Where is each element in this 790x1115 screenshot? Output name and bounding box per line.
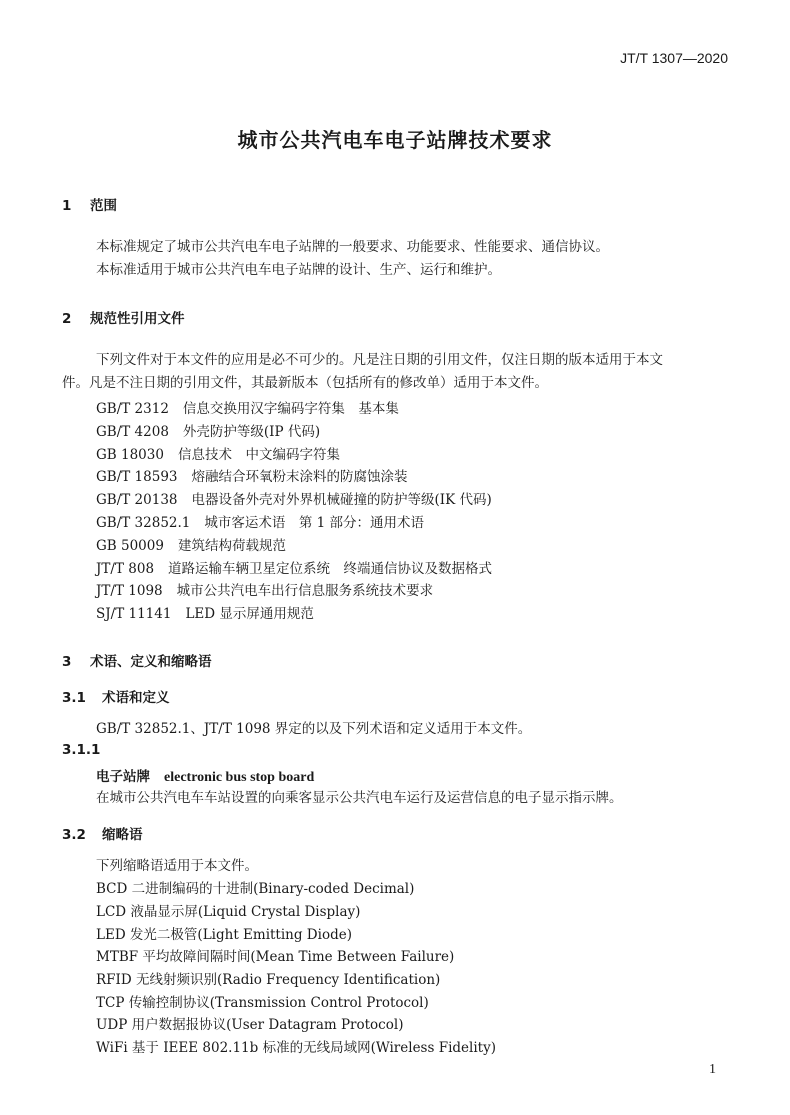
abbreviation-item: BCD 二进制编码的十进制(Binary-coded Decimal) bbox=[96, 881, 415, 897]
term-definition: 在城市公共汽电车车站设置的向乘客显示公共汽电车运行及运营信息的电子显示指示牌。 bbox=[96, 790, 623, 806]
reference-code: GB/T 18593 bbox=[96, 469, 178, 485]
reference-title: 城市客运术语 第 1 部分：通用术语 bbox=[204, 515, 425, 531]
section-number: 3.1 bbox=[62, 690, 86, 706]
reference-title: 信息技术 中文编码字符集 bbox=[177, 447, 340, 463]
section-title: 范围 bbox=[90, 198, 117, 214]
document-title: 城市公共汽电车电子站牌技术要求 bbox=[237, 128, 553, 152]
page-number: 1 bbox=[709, 1062, 716, 1077]
section-title: 术语和定义 bbox=[102, 690, 170, 706]
reference-code: GB/T 2312 bbox=[96, 401, 169, 417]
paragraph: 本标准适用于城市公共汽电车电子站牌的设计、生产、运行和维护。 bbox=[96, 262, 501, 278]
reference-item bbox=[96, 488, 492, 508]
reference-code: GB/T 20138 bbox=[96, 492, 178, 508]
paragraph: 件。凡是不注日期的引用文件，其最新版本（包括所有的修改单）适用于本文件。 bbox=[62, 375, 548, 391]
reference-code: GB/T 4208 bbox=[96, 424, 169, 440]
reference-title: 信息交换用汉字编码字符集 基本集 bbox=[182, 401, 399, 417]
subsection-3-2-heading bbox=[62, 823, 143, 843]
reference-code: SJ/T 11141 bbox=[96, 606, 172, 622]
reference-item bbox=[96, 534, 286, 554]
reference-title: 城市公共汽电车出行信息服务系统技术要求 bbox=[176, 583, 434, 599]
reference-item bbox=[96, 443, 340, 463]
paragraph: 下列缩略语适用于本文件。 bbox=[96, 858, 258, 874]
abbreviation-item: TCP 传输控制协议(Transmission Control Protocol) bbox=[96, 995, 429, 1011]
paragraph: 本标准规定了城市公共汽电车电子站牌的一般要求、功能要求、性能要求、通信协议。 bbox=[96, 239, 609, 255]
reference-code: GB 18030 bbox=[96, 447, 164, 463]
reference-code: JT/T 1098 bbox=[96, 583, 163, 599]
section-title: 术语、定义和缩略语 bbox=[90, 654, 212, 670]
reference-item bbox=[96, 397, 399, 417]
reference-item bbox=[96, 579, 433, 599]
reference-code: GB 50009 bbox=[96, 538, 164, 554]
subsection-3-1-heading bbox=[62, 686, 170, 706]
abbreviation-item: LED 发光二极管(Light Emitting Diode) bbox=[96, 927, 352, 943]
section-number: 2 bbox=[62, 311, 72, 327]
abbreviation-item: LCD 液晶显示屏(Liquid Crystal Display) bbox=[96, 904, 361, 920]
section-title: 缩略语 bbox=[102, 827, 143, 843]
section-title: 规范性引用文件 bbox=[90, 311, 185, 327]
section-number: 1 bbox=[62, 198, 72, 214]
clause-3-1-1-number: 3.1.1 bbox=[62, 742, 101, 758]
abbreviation-item: UDP 用户数据报协议(User Datagram Protocol) bbox=[96, 1017, 404, 1033]
reference-title: 熔融结合环氧粉末涂料的防腐蚀涂装 bbox=[191, 469, 408, 485]
reference-title: 外壳防护等级(IP 代码) bbox=[182, 424, 321, 440]
term-entry bbox=[96, 765, 314, 786]
reference-item bbox=[96, 511, 424, 531]
section-number: 3.2 bbox=[62, 827, 86, 843]
reference-code: GB/T 32852.1 bbox=[96, 515, 191, 531]
reference-code: JT/T 808 bbox=[96, 561, 155, 577]
reference-title: 电器设备外壳对外界机械碰撞的防护等级(IK 代码) bbox=[191, 492, 492, 508]
section-1-heading bbox=[62, 194, 117, 214]
abbreviation-item: WiFi 基于 IEEE 802.11b 标准的无线局域网(Wireless Fidelity) bbox=[96, 1040, 496, 1056]
reference-item bbox=[96, 602, 314, 622]
section-3-heading bbox=[62, 650, 212, 670]
standard-code: JT/T 1307—2020 bbox=[620, 50, 728, 66]
abbreviation-item: MTBF 平均故障间隔时间(Mean Time Between Failure) bbox=[96, 949, 455, 965]
term-english: electronic bus stop board bbox=[164, 770, 315, 785]
section-2-heading bbox=[62, 307, 185, 327]
reference-title: 建筑结构荷载规范 bbox=[177, 538, 286, 554]
reference-item bbox=[96, 465, 408, 485]
reference-title: 道路运输车辆卫星定位系统 终端通信协议及数据格式 bbox=[168, 561, 493, 577]
abbreviation-item: RFID 无线射频识别(Radio Frequency Identification) bbox=[96, 972, 441, 988]
reference-item bbox=[96, 420, 320, 440]
term-chinese: 电子站牌 bbox=[96, 769, 150, 785]
paragraph: GB/T 32852.1、JT/T 1098 界定的以及下列术语和定义适用于本文件。 bbox=[96, 721, 532, 737]
section-number: 3 bbox=[62, 654, 72, 670]
reference-item bbox=[96, 557, 492, 577]
reference-title: LED 显示屏通用规范 bbox=[185, 606, 314, 622]
paragraph: 下列文件对于本文件的应用是必不可少的。凡是注日期的引用文件，仅注日期的版本适用于本文 bbox=[96, 352, 663, 368]
